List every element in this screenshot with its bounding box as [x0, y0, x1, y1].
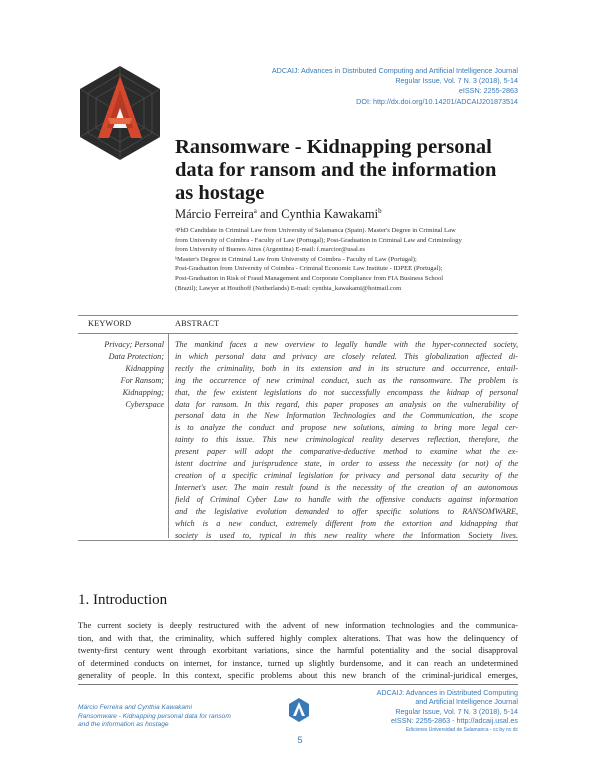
affiliation-line: (Brazil); Lawyer at Houthoff (Netherlands) E-mail: cynthia_kawakami@hotmail.com — [175, 284, 402, 292]
keyword-line: Kidnapping; — [122, 387, 164, 397]
journal-header — [272, 66, 518, 107]
abstract-header: ABSTRACT — [175, 319, 220, 328]
body-line: The current society is deeply restructured with the advent of new information technologies and the communica- — [78, 620, 518, 630]
journal-issue: Regular Issue, Vol. 7 N. 3 (2018), 5-14 — [395, 76, 518, 86]
author-conjunction: and — [256, 207, 282, 222]
abstract-text — [175, 339, 518, 541]
abstract-line: which is a new conduct, extremely different from the extortion and kidnapping that — [175, 518, 518, 528]
abstract-line: that, the few existent legislations do not successfully encompass the kidnap of personal — [175, 387, 518, 397]
section-number: 1. — [78, 592, 90, 608]
affiliation-line: Post-Graduation from University of Coimbra - Criminal Economic Law Institute - IDPEE (Portugal); — [175, 265, 443, 273]
section-heading — [78, 592, 167, 609]
section-title: Introduction — [93, 592, 168, 608]
table-bottom-rule — [78, 540, 518, 541]
footer-journal-line: ADCAIJ: Advances in Distributed Computing — [376, 688, 518, 697]
affiliation-line: ᵃPhD Candidate in Criminal Law from University of Salamanca (Spain). Master's Degree in Criminal Law — [175, 227, 456, 234]
abstract-line: The mankind faces a new overview to legally handle with the hyper-connected society, — [175, 340, 518, 349]
abstract-last-italic: society is used to, typical in this new reality where the — [175, 530, 421, 540]
keyword-header: KEYWORD — [88, 319, 132, 328]
footer-logo-icon — [289, 698, 309, 722]
abstract-last-end: lives. — [492, 530, 518, 540]
adcaij-logo-icon — [78, 64, 162, 162]
body-line: of determined conducts on internet, for instance, turned up slightly burdensome, and it can reach an undetermined — [78, 657, 518, 668]
abstract-last-roman: Information Society — [420, 530, 493, 540]
abstract-line: personal data in the New Information Technologies and the Communication, the scope — [175, 411, 518, 421]
abstract-line: and the legislative evolution demanded to offer specific solutions to RANSOMWARE, — [175, 506, 518, 516]
affiliation-line: ᵇMaster's Degree in Criminal Law from University of Coimbra - Faculty of Law (Portugal); — [175, 255, 417, 263]
journal-doi-link[interactable]: DOI: http://dx.doi.org/10.14201/ADCAIJ201873514 — [356, 96, 518, 106]
author-list — [175, 207, 382, 222]
author-affiliation-mark: b — [378, 207, 382, 215]
title-line: Ransomware - Kidnapping personal — [175, 136, 492, 158]
abstract-line: data for ransom. In this regard, this paper proposes an analysis on the vulnerability of — [175, 399, 518, 409]
footer-journal-line: and Artificial Intelligence Journal — [415, 697, 518, 707]
abstract-line: field of Criminal Cyber Law to handle with the offensive conducts against information — [175, 494, 518, 504]
footer-journal-url[interactable]: eISSN: 2255-2863 - http://adcaij.usal.es — [390, 716, 518, 726]
author-name: Cynthia Kawakami — [281, 207, 379, 222]
table-top-rule — [78, 315, 518, 316]
affiliation-line: from University of Coimbra - Faculty of Law (Portugal); Post-Graduation in Criminal Law and Criminology — [175, 236, 462, 244]
journal-eissn: eISSN: 2255-2863 — [458, 86, 518, 96]
abstract-line: is to analyze the conduct and propose new solutions, aiming to bring more legal cer- — [175, 423, 518, 433]
abstract-line: rectly the criminality, both in its extension and in its structure and occurrence, entail- — [175, 363, 518, 373]
footer-journal-info — [377, 688, 518, 735]
abstract-line: in which personal data and privacy are closely related. This globalization affected di- — [175, 351, 518, 361]
keyword-line: Data Protection; — [108, 351, 164, 361]
abstract-line: ing the occurrence of new criminal conduct, such as the ransomware. The problem is — [175, 375, 518, 385]
footer-title-line: and the information as hostage — [78, 721, 169, 729]
title-line: as hostage — [175, 182, 265, 204]
body-line: twenty-first century went through exorbitant variations, since the harmful potentiality and the social disapproval — [78, 645, 518, 656]
affiliations — [175, 226, 525, 293]
journal-name: ADCAIJ: Advances in Distributed Computing and Artificial Intelligence Journal — [271, 66, 518, 75]
footer-publisher: Ediciones Universidad de Salamanca - cc by nc dc — [405, 726, 518, 733]
author-affiliation-mark: a — [253, 207, 257, 215]
body-line: generality of people. In this context, specific problems about this new branch of the criminal-juridical emerges, — [78, 670, 518, 681]
table-header-rule — [78, 333, 518, 334]
footer-title-line: Ransomware - Kidnapping personal data for ransom — [78, 712, 231, 720]
abstract-line: tainty to this issue. This new criminological reality deserves reflection, therefore, the — [175, 435, 518, 445]
affiliation-line: Post-Graduation in Risk of Fraud Management and Corporate Compliance from FIA Business School — [175, 274, 444, 282]
keyword-line: Kidnapping — [125, 363, 164, 373]
footer-citation — [78, 704, 231, 730]
abstract-line: present paper will adopt the comparative-deductive method to examine what the ex- — [175, 447, 518, 457]
author-name: Márcio Ferreira — [175, 207, 254, 222]
footer-journal-line: Regular Issue, Vol. 7 N. 3 (2018), 5-14 — [395, 706, 518, 716]
body-paragraph — [78, 619, 518, 682]
page-number: 5 — [297, 735, 303, 745]
title-line: data for ransom and the information — [175, 159, 497, 181]
body-line: tion, and with that, the criminality, which suffered highly complex alterations. That was how the delinquency of — [78, 632, 518, 643]
footer-rule — [78, 684, 518, 685]
table-column-divider — [168, 334, 169, 538]
footer-authors: Márcio Ferreira and Cynthia Kawakami — [78, 704, 192, 711]
affiliation-line: from University of Buenos Aires (Argentina) E-mail: f.marcior@usal.es — [175, 246, 365, 254]
abstract-line: istent doctrine and jurisprudence state, in order to assess the necessity (or not) of the — [175, 459, 518, 469]
keyword-list — [78, 339, 164, 410]
keyword-line: Privacy; Personal — [104, 340, 164, 349]
keyword-line: For Ransom; — [120, 375, 164, 385]
abstract-line: Internet's user. The main result found is the necessity of the creation of an autonomous — [175, 482, 518, 492]
keyword-line: Cyberspace — [125, 399, 164, 409]
abstract-line: creation of a specific criminal legislation for privacy and personal data security of the — [175, 470, 518, 480]
paper-title — [175, 136, 535, 205]
